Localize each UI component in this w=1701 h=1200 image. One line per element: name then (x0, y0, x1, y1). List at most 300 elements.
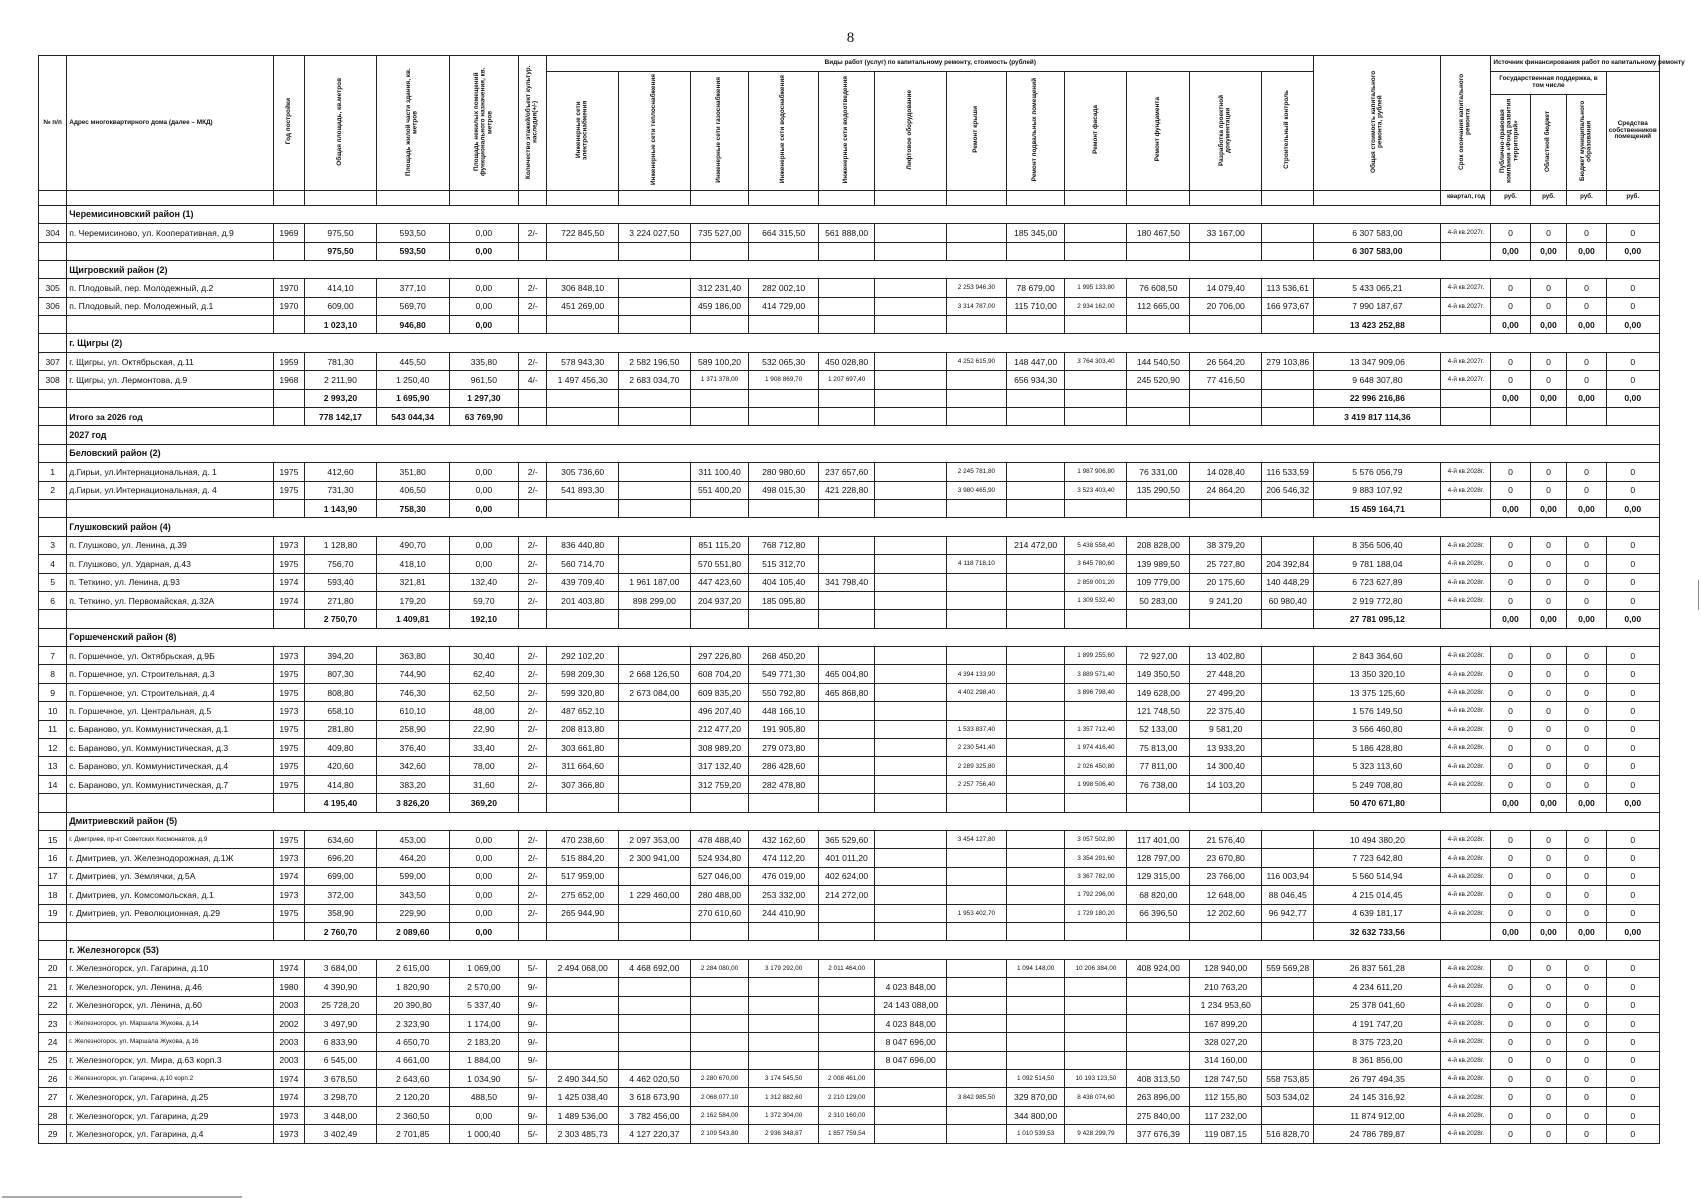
row-cost-lift (875, 1070, 947, 1088)
row-floors: 2/- (519, 849, 547, 867)
row-living-area: 376,40 (376, 739, 449, 757)
row-cost-roof (947, 996, 1007, 1014)
row-cost-design: 328 027,20 (1190, 1033, 1262, 1051)
row-year: 1975 (273, 831, 305, 849)
row-region-budget: 0 (1530, 1106, 1567, 1124)
empty-cell (749, 794, 819, 812)
row-fund: 0 (1491, 647, 1530, 665)
row-total-cost: 2 843 364,60 (1314, 647, 1441, 665)
row-cost-basement: 329 870,00 (1006, 1088, 1065, 1106)
row-deadline: 4-й кв.2028г. (1441, 683, 1491, 701)
row-cost-facade: 3 645 780,60 (1065, 555, 1127, 573)
row-region-budget: 0,00 (1530, 316, 1567, 334)
row-municipal-budget: 0 (1567, 1106, 1606, 1124)
row-deadline: 4-й кв.2028г. (1441, 1070, 1491, 1088)
row-number: 2 (39, 481, 67, 499)
row-cost-water: 768 712,80 (749, 536, 819, 554)
subtotal-row (39, 922, 1660, 940)
row-year: 1973 (273, 849, 305, 867)
row-cost-heat: 2 582 196,50 (619, 352, 691, 370)
row-deadline: 4-й кв.2028г. (1441, 904, 1491, 922)
row-nonres-area: 369,20 (449, 794, 519, 812)
row-floors: 2/- (519, 702, 547, 720)
row-living-area: 179,20 (376, 591, 449, 609)
header-state-support: Государственная поддержка, в том числе (1491, 72, 1606, 95)
row-cost-facade: 3 367 782,00 (1065, 867, 1127, 885)
row-address: г. Железногорск, ул. Ленина, д.60 (67, 996, 273, 1014)
row-cost-elec: 303 661,80 (547, 739, 619, 757)
row-cost-roof: 2 245 781,80 (947, 463, 1007, 481)
row-municipal-budget: 0 (1567, 739, 1606, 757)
empty-cell (1262, 242, 1314, 260)
row-year: 1973 (273, 647, 305, 665)
row-cost-gas: 1 371 378,00 (690, 371, 749, 389)
row-floors: 2/- (519, 647, 547, 665)
total-label (67, 922, 273, 940)
row-number: 3 (39, 536, 67, 554)
row-number: 16 (39, 849, 67, 867)
row-cost-facade (1065, 702, 1127, 720)
row-address: г. Железногорск, ул. Маршала Жукова, д.16 (67, 1033, 273, 1051)
row-year: 1974 (273, 1070, 305, 1088)
row-total-area: 781,30 (305, 352, 377, 370)
header-deadline: Срок окончания капитального ремонта (1458, 73, 1472, 170)
row-cost-elec (547, 1051, 619, 1069)
row-cost-gas (690, 1033, 749, 1051)
empty-cell (1190, 316, 1262, 334)
row-nonres-area: 1 297,30 (449, 389, 519, 407)
row-cost-facade: 3 354 291,60 (1065, 849, 1127, 867)
row-living-area: 490,70 (376, 536, 449, 554)
row-region-budget: 0 (1530, 1070, 1567, 1088)
row-fund: 0 (1491, 886, 1530, 904)
row-address: с. Бараново, ул. Коммунистическая, д.7 (67, 775, 273, 793)
row-cost-water: 549 771,30 (749, 665, 819, 683)
unit-rub-region: руб. (1530, 190, 1567, 205)
row-municipal-budget: 0,00 (1567, 922, 1606, 940)
row-municipal-budget: 0 (1567, 1070, 1606, 1088)
row-cost-water: 476 019,00 (749, 867, 819, 885)
row-deadline: 4-й кв.2028г. (1441, 1014, 1491, 1032)
row-cost-foundation (1127, 978, 1190, 996)
table-row (39, 775, 1660, 793)
row-region-budget: 0 (1530, 775, 1567, 793)
row-fund: 0 (1491, 1088, 1530, 1106)
row-cost-foundation: 128 797,00 (1127, 849, 1190, 867)
row-municipal-budget: 0 (1567, 831, 1606, 849)
row-total-area: 609,00 (305, 297, 377, 315)
empty-cell (1262, 499, 1314, 517)
row-cost-roof: 4 394 133,90 (947, 665, 1007, 683)
row-nonres-area: 0,00 (449, 242, 519, 260)
row-deadline: 4-й кв.2028г. (1441, 757, 1491, 775)
row-cost-gas: 459 186,00 (690, 297, 749, 315)
row-cost-basement: 1 094 148,00 (1006, 959, 1065, 977)
row-floors: 5/- (519, 1125, 547, 1143)
row-floors: 2/- (519, 224, 547, 242)
row-cost-foundation: 377 676,39 (1127, 1125, 1190, 1143)
header-w-water: Инженерные сети водоснабжения (779, 75, 787, 184)
empty-cell (690, 408, 749, 426)
row-cost-control (1262, 702, 1314, 720)
total-label (67, 794, 273, 812)
row-cost-control (1262, 739, 1314, 757)
row-cost-lift (875, 775, 947, 793)
row-cost-elec: 722 845,50 (547, 224, 619, 242)
row-fund: 0 (1491, 867, 1530, 885)
row-nonres-area: 0,00 (449, 463, 519, 481)
row-floors: 2/- (519, 591, 547, 609)
row-cost-roof (947, 702, 1007, 720)
row-cost-water: 414 729,00 (749, 297, 819, 315)
row-number: 10 (39, 702, 67, 720)
row-deadline: 4-й кв.2028г. (1441, 831, 1491, 849)
row-nonres-area: 22,90 (449, 720, 519, 738)
row-cost-control: 503 534,02 (1262, 1088, 1314, 1106)
row-cost-roof (947, 886, 1007, 904)
row-cost-facade: 8 438 074,60 (1065, 1088, 1127, 1106)
row-deadline: 4-й кв.2028г. (1441, 886, 1491, 904)
row-region-budget: 0 (1530, 481, 1567, 499)
row-cost-roof (947, 536, 1007, 554)
row-fund: 0 (1491, 591, 1530, 609)
row-region-budget: 0 (1530, 647, 1567, 665)
row-cost-lift (875, 739, 947, 757)
section-row (39, 334, 1660, 352)
header-f-owners: Средства собственников помещений (1606, 72, 1659, 191)
row-year: 1970 (273, 297, 305, 315)
row-cost-control (1262, 1106, 1314, 1124)
row-cost-water: 1 312 882,60 (749, 1088, 819, 1106)
row-number: 9 (39, 683, 67, 701)
row-deadline: 4-й кв.2028г. (1441, 555, 1491, 573)
row-total-area: 25 728,20 (305, 996, 377, 1014)
row-cost-elec: 517 959,00 (547, 867, 619, 885)
row-cost-sewer (818, 702, 874, 720)
row-cost-heat (619, 702, 691, 720)
empty-cell (1006, 499, 1065, 517)
header-w-control: Строительный контроль (1283, 90, 1291, 169)
row-municipal-budget: 0 (1567, 867, 1606, 885)
row-cost-control (1262, 1051, 1314, 1069)
row-nonres-area: 1 000,40 (449, 1125, 519, 1143)
row-cost-foundation (1127, 1033, 1190, 1051)
row-cost-facade: 1 792 296,00 (1065, 886, 1127, 904)
row-floors: 2/- (519, 775, 547, 793)
row-cost-roof (947, 867, 1007, 885)
row-cost-water: 498 015,30 (749, 481, 819, 499)
row-cost-control: 116 003,94 (1262, 867, 1314, 885)
row-floors: 9/- (519, 1051, 547, 1069)
row-deadline: 4-й кв.2028г. (1441, 959, 1491, 977)
empty-cell (1065, 408, 1127, 426)
cell (39, 389, 67, 407)
row-living-area: 1 695,90 (376, 389, 449, 407)
row-deadline: 4-й кв.2027г. (1441, 279, 1491, 297)
row-floors: 2/- (519, 867, 547, 885)
row-nonres-area: 62,50 (449, 683, 519, 701)
row-cost-heat (619, 555, 691, 573)
row-living-area: 758,30 (376, 499, 449, 517)
row-floors: 2/- (519, 573, 547, 591)
row-total-cost: 5 576 056,79 (1314, 463, 1441, 481)
row-fund: 0 (1491, 536, 1530, 554)
row-owners-funds: 0 (1606, 996, 1659, 1014)
row-total-cost: 15 459 164,71 (1314, 499, 1441, 517)
row-municipal-budget: 0 (1567, 352, 1606, 370)
empty-cell (619, 922, 691, 940)
table-row (39, 996, 1660, 1014)
row-cost-foundation: 66 396,50 (1127, 904, 1190, 922)
row-cost-basement: 148 447,00 (1006, 352, 1065, 370)
row-municipal-budget: 0 (1567, 573, 1606, 591)
header-total-cost: Общая стоимость капитального ремонта, рублей (1369, 70, 1384, 173)
empty-cell (1441, 316, 1491, 334)
empty-cell (818, 794, 874, 812)
row-total-area: 6 833,90 (305, 1033, 377, 1051)
row-cost-heat: 1 229 460,00 (619, 886, 691, 904)
row-owners-funds: 0,00 (1606, 242, 1659, 260)
row-living-area: 2 701,85 (376, 1125, 449, 1143)
row-owners-funds: 0 (1606, 536, 1659, 554)
empty-cell (1441, 922, 1491, 940)
row-number: 308 (39, 371, 67, 389)
row-cost-water: 2 936 348,87 (749, 1125, 819, 1143)
row-fund: 0,00 (1491, 794, 1530, 812)
empty-cell (1006, 316, 1065, 334)
empty-cell (1065, 242, 1127, 260)
row-municipal-budget: 0 (1567, 775, 1606, 793)
row-cost-design: 38 379,20 (1190, 536, 1262, 554)
scan-edge-mark-right (1698, 580, 1699, 610)
row-cost-gas: 297 226,80 (690, 647, 749, 665)
row-owners-funds: 0 (1606, 1088, 1659, 1106)
row-year: 1973 (273, 702, 305, 720)
row-number: 5 (39, 573, 67, 591)
row-deadline: 4-й кв.2028г. (1441, 665, 1491, 683)
empty-cell (547, 316, 619, 334)
row-cost-water (749, 1051, 819, 1069)
row-municipal-budget: 0 (1567, 536, 1606, 554)
row-cost-facade (1065, 1033, 1127, 1051)
row-owners-funds: 0 (1606, 352, 1659, 370)
empty-cell (690, 316, 749, 334)
section-title: Дмитриевский район (5) (67, 812, 1660, 830)
row-address: г. Железногорск, ул. Гагарина, д.10 корп.2 (67, 1070, 273, 1088)
row-cost-facade: 1 899 255,60 (1065, 647, 1127, 665)
empty-cell (749, 316, 819, 334)
row-municipal-budget: 0 (1567, 1125, 1606, 1143)
row-cost-facade: 5 438 558,40 (1065, 536, 1127, 554)
row-fund: 0 (1491, 481, 1530, 499)
row-region-budget: 0,00 (1530, 499, 1567, 517)
row-address: п. Горшечное, ул. Строительная, д.4 (67, 683, 273, 701)
row-cost-facade: 1 974 416,40 (1065, 739, 1127, 757)
row-owners-funds: 0 (1606, 591, 1659, 609)
row-cost-gas: 204 937,20 (690, 591, 749, 609)
row-total-cost: 10 494 380,20 (1314, 831, 1441, 849)
empty-cell (818, 408, 874, 426)
header-f-municipal: Бюджет муниципального образования (1578, 100, 1593, 182)
row-cost-foundation: 50 283,00 (1127, 591, 1190, 609)
row-cost-design: 119 087,15 (1190, 1125, 1262, 1143)
row-living-area: 1 409,81 (376, 610, 449, 628)
row-region-budget: 0 (1530, 371, 1567, 389)
empty-cell (690, 499, 749, 517)
row-cost-facade (1065, 996, 1127, 1014)
row-region-budget: 0 (1530, 757, 1567, 775)
row-cost-gas: 317 132,40 (690, 757, 749, 775)
row-cost-control: 166 973,67 (1262, 297, 1314, 315)
row-municipal-budget: 0 (1567, 555, 1606, 573)
row-cost-gas: 447 423,60 (690, 573, 749, 591)
row-total-cost: 4 191 747,20 (1314, 1014, 1441, 1032)
row-total-area: 808,80 (305, 683, 377, 701)
row-deadline: 4-й кв.2028г. (1441, 463, 1491, 481)
header-w-lift: Лифтовое оборудование (906, 89, 914, 170)
row-cost-design: 12 202,60 (1190, 904, 1262, 922)
row-living-area: 1 820,90 (376, 978, 449, 996)
row-municipal-budget: 0,00 (1567, 499, 1606, 517)
row-cost-sewer (818, 647, 874, 665)
row-cost-lift (875, 904, 947, 922)
row-deadline: 4-й кв.2028г. (1441, 775, 1491, 793)
empty-cell (1127, 499, 1190, 517)
row-cost-foundation: 68 820,00 (1127, 886, 1190, 904)
empty-cell (818, 499, 874, 517)
row-cost-heat (619, 1051, 691, 1069)
row-cost-elec: 305 736,60 (547, 463, 619, 481)
row-cost-elec: 1 497 456,30 (547, 371, 619, 389)
row-living-area: 321,81 (376, 573, 449, 591)
row-deadline: 4-й кв.2027г. (1441, 297, 1491, 315)
row-cost-gas: 609 835,20 (690, 683, 749, 701)
row-cost-control (1262, 1014, 1314, 1032)
row-cost-roof: 3 842 985,50 (947, 1088, 1007, 1106)
row-total-area: 409,80 (305, 739, 377, 757)
row-address: п. Плодовый, пер. Молодежный, д.1 (67, 297, 273, 315)
row-nonres-area: 0,00 (449, 536, 519, 554)
scan-edge-mark (2, 1196, 242, 1198)
row-cost-sewer: 2 310 160,00 (818, 1106, 874, 1124)
row-living-area: 610,10 (376, 702, 449, 720)
row-cost-lift (875, 297, 947, 315)
empty-cell (818, 610, 874, 628)
empty-cell (547, 610, 619, 628)
row-total-area: 394,20 (305, 647, 377, 665)
empty-cell (875, 316, 947, 334)
row-address: г. Железногорск, ул. Маршала Жукова, д.14 (67, 1014, 273, 1032)
header-fin-group: Источник финансирования работ по капитальному ремонту (1491, 56, 1660, 72)
row-cost-heat (619, 297, 691, 315)
empty-cell (1127, 389, 1190, 407)
row-cost-gas: 2 284 080,00 (690, 959, 749, 977)
section-row (39, 444, 1660, 462)
row-cost-control: 206 546,32 (1262, 481, 1314, 499)
row-cost-control (1262, 978, 1314, 996)
row-fund: 0,00 (1491, 610, 1530, 628)
row-floors: 2/- (519, 279, 547, 297)
row-cost-foundation: 263 896,00 (1127, 1088, 1190, 1106)
row-total-area: 593,40 (305, 573, 377, 591)
row-cost-roof (947, 1033, 1007, 1051)
row-year: 1980 (273, 978, 305, 996)
row-living-area: 746,30 (376, 683, 449, 701)
cell (39, 426, 67, 444)
row-cost-facade: 3 764 303,40 (1065, 352, 1127, 370)
row-number: 304 (39, 224, 67, 242)
row-deadline: 4-й кв.2028г. (1441, 739, 1491, 757)
row-municipal-budget: 0 (1567, 886, 1606, 904)
row-total-area: 281,80 (305, 720, 377, 738)
row-year: 1973 (273, 536, 305, 554)
row-total-area: 3 678,50 (305, 1070, 377, 1088)
section-row (39, 426, 1660, 444)
row-number: 12 (39, 739, 67, 757)
row-cost-control (1262, 224, 1314, 242)
row-region-budget: 0 (1530, 739, 1567, 757)
row-cost-water: 448 166,10 (749, 702, 819, 720)
page-number: 8 (846, 30, 855, 46)
row-region-budget: 0 (1530, 1125, 1567, 1143)
row-address: д.Гирьи, ул.Интернациональная, д. 1 (67, 463, 273, 481)
row-region-budget: 0 (1530, 683, 1567, 701)
row-year: 1969 (273, 224, 305, 242)
row-municipal-budget: 0 (1567, 996, 1606, 1014)
row-cost-design: 14 079,40 (1190, 279, 1262, 297)
row-cost-heat (619, 739, 691, 757)
row-region-budget: 0,00 (1530, 794, 1567, 812)
row-fund: 0 (1491, 1014, 1530, 1032)
row-cost-basement (1006, 683, 1065, 701)
row-cost-roof: 1 533 837,40 (947, 720, 1007, 738)
row-deadline: 4-й кв.2027г. (1441, 371, 1491, 389)
row-total-cost: 6 307 583,00 (1314, 224, 1441, 242)
row-cost-control: 96 942,77 (1262, 904, 1314, 922)
empty-cell (547, 242, 619, 260)
row-cost-control (1262, 757, 1314, 775)
row-owners-funds: 0 (1606, 849, 1659, 867)
row-total-area: 1 143,90 (305, 499, 377, 517)
table-row (39, 536, 1660, 554)
row-cost-heat (619, 463, 691, 481)
row-deadline: 4-й кв.2028г. (1441, 1106, 1491, 1124)
row-year: 1975 (273, 463, 305, 481)
section-title: г. Щигры (2) (67, 334, 1660, 352)
row-municipal-budget: 0 (1567, 978, 1606, 996)
row-cost-foundation: 72 927,00 (1127, 647, 1190, 665)
row-cost-design: 9 581,20 (1190, 720, 1262, 738)
empty-cell (1190, 499, 1262, 517)
empty-cell (273, 408, 305, 426)
section-row (39, 941, 1660, 959)
row-living-area: 4 661,00 (376, 1051, 449, 1069)
row-cost-facade: 2 026 450,80 (1065, 757, 1127, 775)
empty-cell (519, 794, 547, 812)
row-cost-lift (875, 279, 947, 297)
row-fund: 0 (1491, 849, 1530, 867)
row-cost-foundation (1127, 1014, 1190, 1032)
row-owners-funds: 0 (1606, 297, 1659, 315)
empty-cell (1441, 794, 1491, 812)
row-municipal-budget: 0 (1567, 959, 1606, 977)
table-row (39, 904, 1660, 922)
row-cost-roof (947, 849, 1007, 867)
row-cost-design: 13 402,80 (1190, 647, 1262, 665)
row-floors: 9/- (519, 1088, 547, 1106)
row-fund: 0 (1491, 279, 1530, 297)
row-nonres-area: 63 769,90 (449, 408, 519, 426)
